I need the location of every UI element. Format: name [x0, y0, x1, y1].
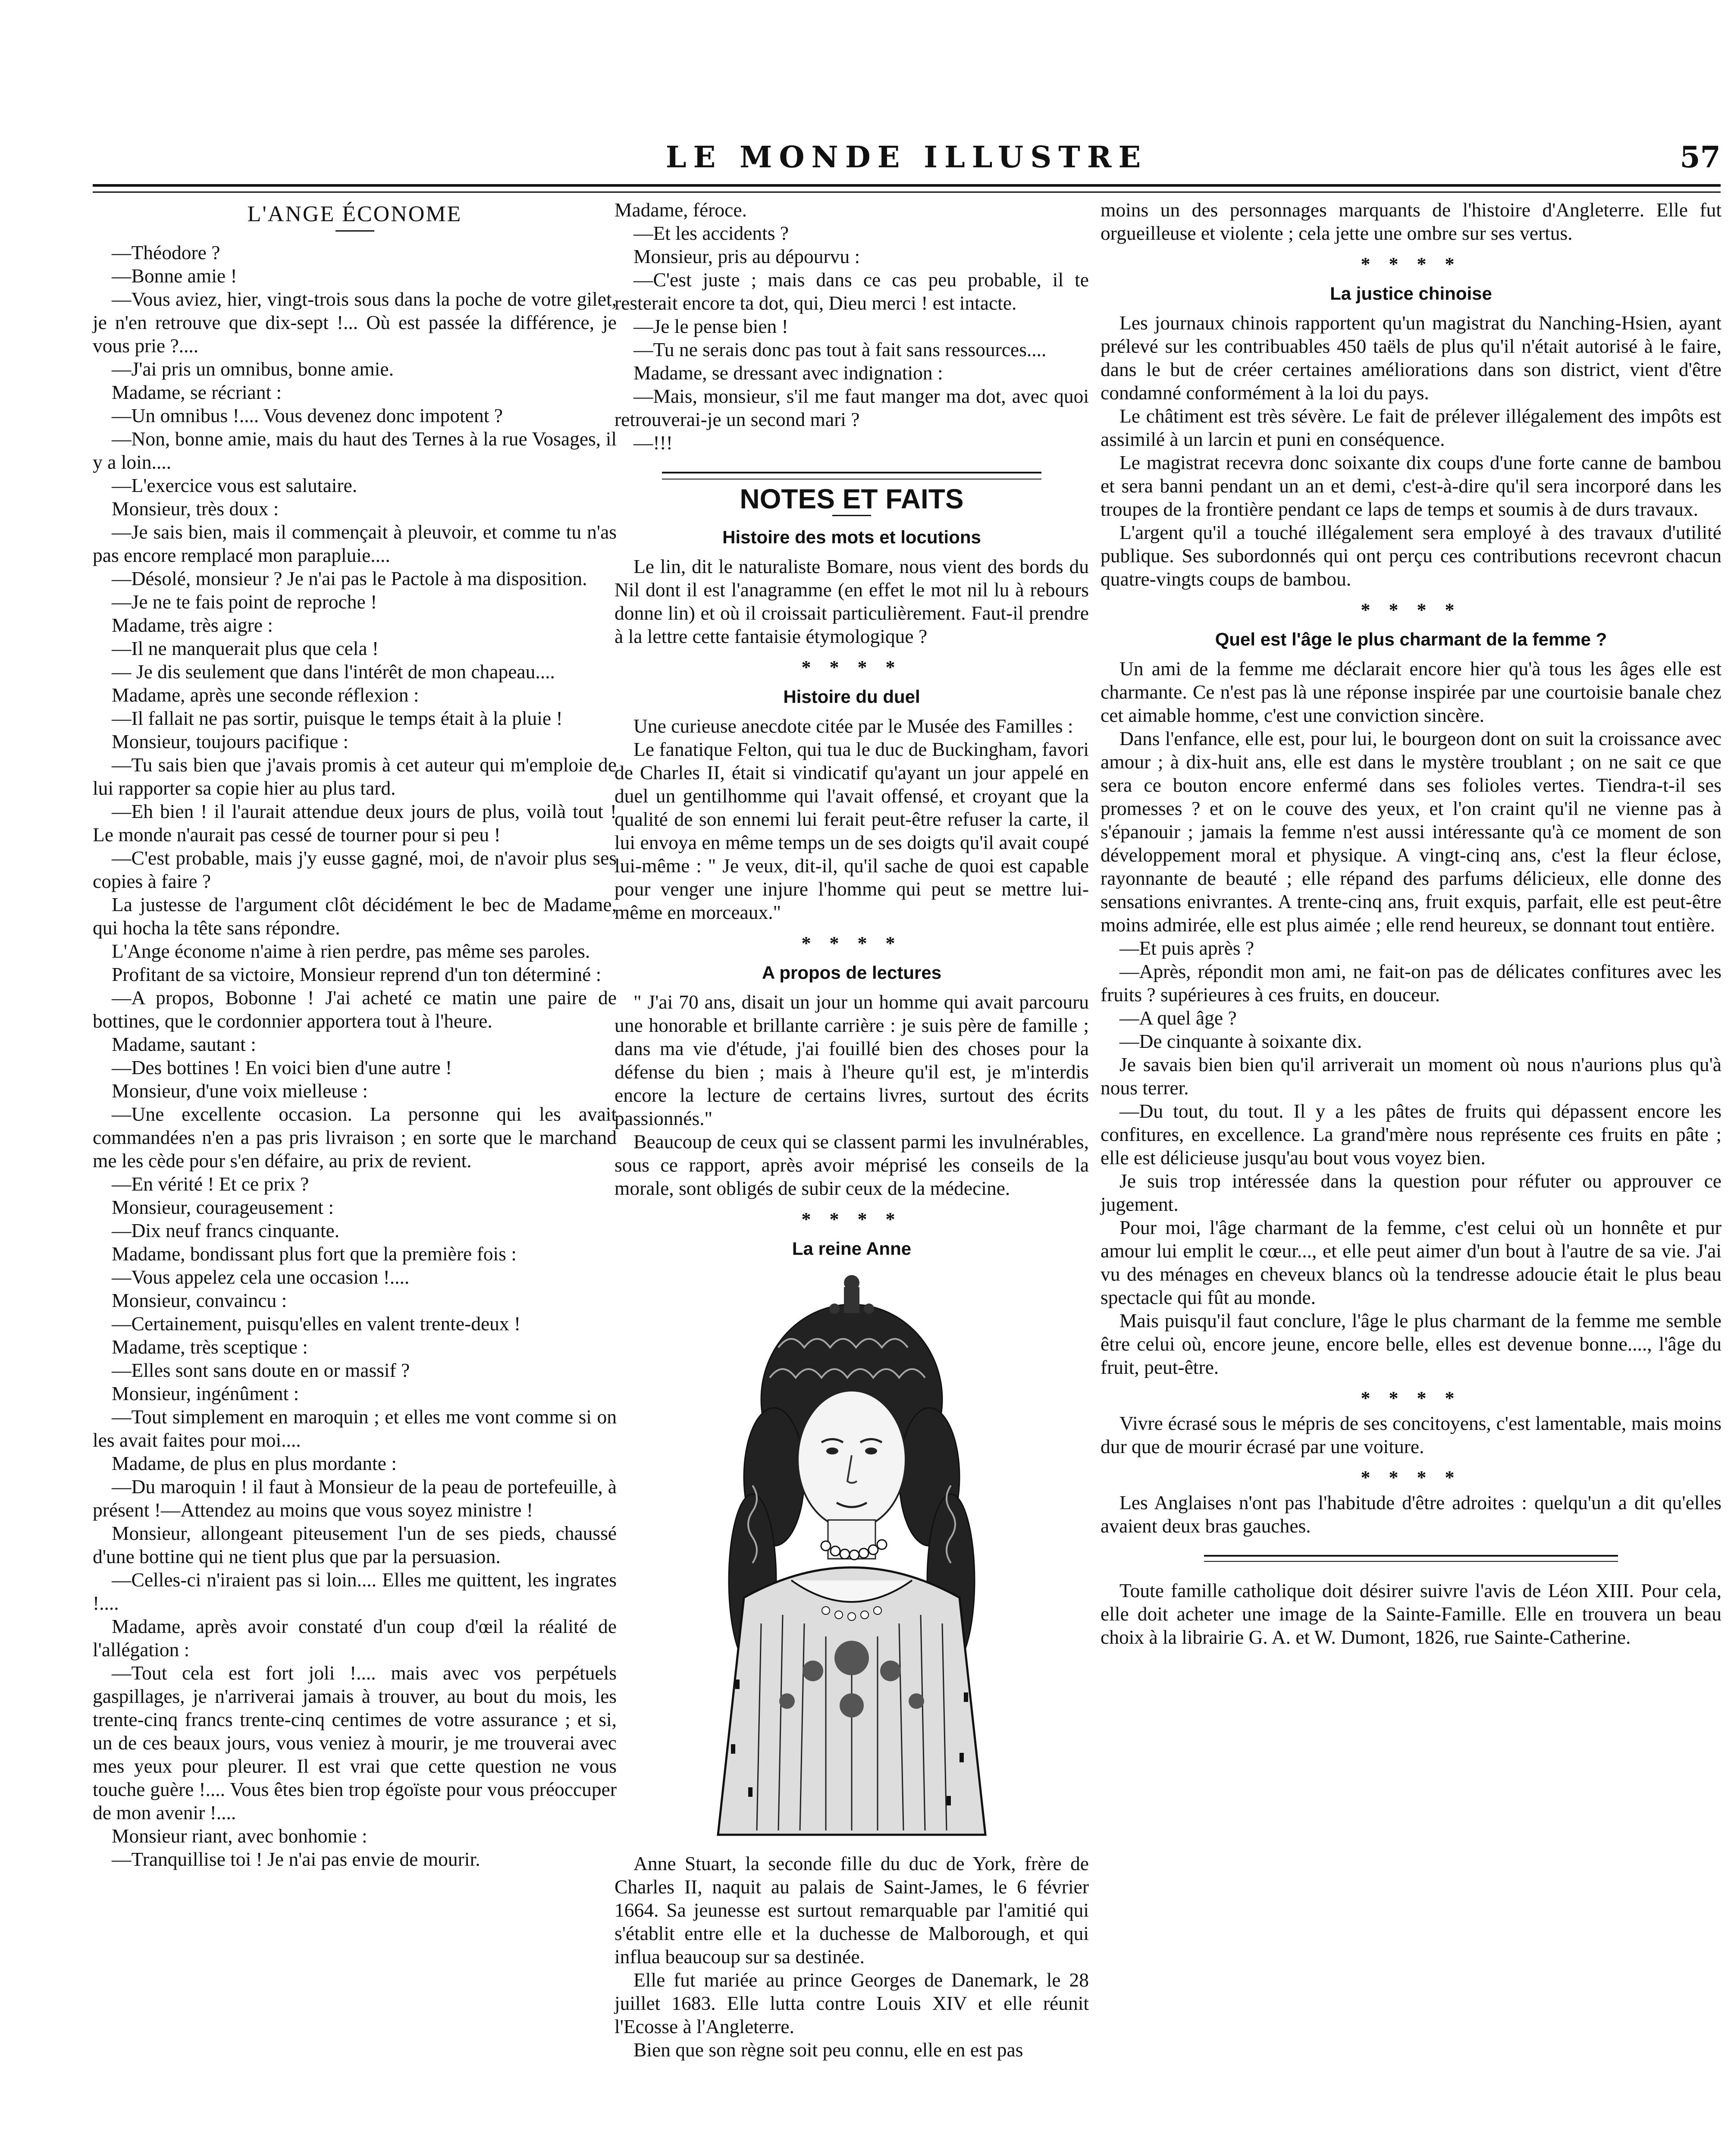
paragraph: Vivre écrasé sous le mépris de ses concitoyens, c'est lamentable, mais moins dur que de mourir écrasé par une voiture. [1101, 1412, 1721, 1457]
paragraph: Je savais bien bien qu'il arriverait un moment où nous n'aurions plus qu'à nous terrer. [1101, 1053, 1721, 1099]
paragraph: —Je sais bien, mais il commençait à pleuvoir, et comme tu n'as pas encore remplacé mon parapluie.... [93, 521, 617, 566]
paragraph: Bien que son règne soit peu connu, elle en est pas [633, 2039, 1023, 2061]
paragraph: —Celles-ci n'iraient pas si loin.... Elles me quittent, les ingrates !.... [93, 1569, 617, 1614]
paragraph: La justesse de l'argument clôt décidément le bec de Madame, qui hocha la tête sans répondre. [93, 893, 617, 939]
section-title: NOTES ET FAITS [740, 483, 964, 514]
paragraph: Mais puisqu'il faut conclure, l'âge le plus charmant de la femme me semble être celui où, encore jeune, encore belle, elles est devenue bonne...., l'âge du fruit, peut-être. [1101, 1310, 1721, 1378]
paragraph: —A quel âge ? [1119, 1007, 1237, 1029]
header-rule [93, 184, 1721, 187]
paragraph: Un ami de la femme me déclarait encore hier qu'à tous les âges elle est charmante. Ce n'est pas là une réponse inspirée par une courtoisie banale chez cet aimable homme, c'est une conviction sincère. [1101, 658, 1721, 726]
page-number: 57 [1680, 140, 1721, 175]
paragraph: Une curieuse anecdote citée par le Musée des Familles : [633, 715, 1073, 737]
paragraph: —Tu ne serais donc pas tout à fait sans ressources.... [633, 338, 1047, 360]
subheading-mots: Histoire des mots et locutions [722, 527, 981, 547]
paragraph: Anne Stuart, la seconde fille du duc de York, frère de Charles II, naquit au palais de Saint-James, le 6 février 1664. Sa jeunesse est surtout remarquable par l'amitié qui s'établit entre elle et la duchesse de Malborough, et qui influa beaucoup sur sa destinée. [615, 1852, 1089, 1968]
paragraph: Beaucoup de ceux qui se classent parmi les invulnérables, sous ce rapport, après avoir méprisé les conseils de la morale, sont obligés de subir ceux de la médecine. [615, 1131, 1089, 1199]
paragraph: —!!! [633, 432, 673, 454]
paragraph: —A propos, Bobonne ! J'ai acheté ce matin une paire de bottines, que le cordonnier apportera tout à l'heure. [93, 987, 617, 1032]
paragraph: — Je dis seulement que dans l'intérêt de mon chapeau.... [112, 661, 555, 683]
paragraph: —Tout simplement en maroquin ; et elles me vont comme si on les avait faites pour moi.... [93, 1406, 617, 1451]
subheading-lectures: A propos de lectures [762, 962, 942, 983]
paragraph: —Eh bien ! il l'aurait attendue deux jours de plus, voilà tout ! Le monde n'aurait pas cessé de tourner pour si peu ! [93, 800, 617, 846]
separator-stars: * * * * [801, 933, 902, 954]
paragraph: Le lin, dit le naturaliste Bomare, nous vient des bords du Nil dont il est l'anagramme (en effet le mot nil lu à rebours donne lin) et où il croissait particulièrement. Faut-il prendre à la lettre cette fantaisie étymologique ? [615, 555, 1089, 647]
paragraph: Monsieur riant, avec bonhomie : [112, 1825, 367, 1847]
separator-stars: * * * * [1361, 599, 1461, 620]
paragraph: Les journaux chinois rapportent qu'un magistrat du Nanching-Hsien, ayant prélevé sur les contribuables 450 taëls de plus qu'il n'était autorisé à le faire, dans le but de créer certaines améliorations dans son district, vient d'être condamné conformément à la loi du pays. [1101, 312, 1721, 404]
paragraph: —Mais, monsieur, s'il me faut manger ma dot, avec quoi retrouverai-je un second mari ? [615, 385, 1089, 430]
paragraph: —Il ne manquerait plus que cela ! [112, 637, 379, 659]
subheading-justice-chinoise: La justice chinoise [1330, 283, 1492, 304]
paragraph: Monsieur, ingénûment : [112, 1382, 299, 1404]
paragraph: —En vérité ! Et ce prix ? [112, 1173, 309, 1195]
paragraph: —L'exercice vous est salutaire. [112, 474, 357, 496]
header-rule-thin [93, 191, 1721, 193]
paragraph: —Vous aviez, hier, vingt-trois sous dans la poche de votre gilet, je n'en retrouve que dix-sept !... Où est passée la différence, je vous prie ?.... [93, 288, 617, 357]
story-title: L'ANGE ÉCONOME [247, 202, 462, 226]
masthead: LE MONDE ILLUSTRE [665, 140, 1148, 175]
paragraph: —Une excellente occasion. La personne qui les avait commandées n'en a pas pris livraison ; en sorte que le marchand me les cède pour s'en défaire, au prix de revient. [93, 1103, 617, 1172]
paragraph: —Et puis après ? [1119, 937, 1254, 959]
paragraph: —Et les accidents ? [633, 222, 789, 244]
paragraph: Le magistrat recevra donc soixante dix coups d'une forte canne de bambou et sera banni pendant un an et demi, c'est-à-dire qu'il sera incorporé dans les troupes de la frontière pendant ce laps de temps et soumis à de durs travaux. [1101, 451, 1721, 520]
portrait-queen-anne-engraving [684, 1270, 1020, 1843]
separator-stars: * * * * [801, 657, 902, 678]
section-title-rule [832, 515, 871, 516]
paragraph: Madame, après avoir constaté d'un coup d'œil la réalité de l'allégation : [93, 1615, 617, 1661]
separator-stars: * * * * [801, 1209, 902, 1230]
paragraph: Le fanatique Felton, qui tua le duc de Buckingham, favori de Charles II, était si vindicatif qu'ayant un jour appelé en duel un gentilhomme qui l'avait offensé, et croyant que la qualité de son ennemi lui ferait peut-être refuser la carte, il lui envoya en même temps un de ses doigts qu'il avait coupé lui-même : " Je veux, dit-il, qu'il sache de quoi est capable pour venger une injure l'homme qui peut se mettre lui-même en morceaux." [615, 738, 1089, 923]
paragraph: Profitant de sa victoire, Monsieur reprend d'un ton déterminé : [112, 963, 602, 985]
paragraph: Toute famille catholique doit désirer suivre l'avis de Léon XIII. Pour cela, elle doit acheter une image de la Sainte-Famille. Elle en trouvera un beau choix à la librairie G. A. et W. Dumont, 1826, rue Sainte-Catherine. [1101, 1579, 1721, 1648]
paragraph: Monsieur, pris au dépourvu : [633, 245, 860, 267]
paragraph: Monsieur, d'une voix mielleuse : [112, 1080, 368, 1102]
paragraph: —Théodore ? [112, 241, 220, 263]
paragraph: —Des bottines ! En voici bien d'une autre ! [112, 1056, 452, 1078]
duel-body [615, 714, 1089, 924]
paragraph: Elle fut mariée au prince Georges de Danemark, le 28 juillet 1683. Elle lutta contre Louis XIV et elle réunit l'Ecosse à l'Angleterre. [615, 1969, 1089, 2037]
paragraph: —De cinquante à soixante dix. [1119, 1030, 1362, 1052]
paragraph: Madame, se récriant : [112, 381, 282, 403]
paragraph: —Désolé, monsieur ? Je n'ai pas le Pactole à ma disposition. [112, 567, 587, 589]
age-femme-body [1101, 657, 1721, 1379]
paragraph: Monsieur, allongeant piteusement l'un de ses pieds, chaussé d'une bottine qui ne tient plus que par la persuasion. [93, 1522, 617, 1567]
paragraph: Monsieur, très doux : [112, 498, 279, 520]
story-body [93, 241, 617, 1871]
paragraph: Monsieur, courageusement : [112, 1196, 334, 1218]
subheading-duel: Histoire du duel [783, 686, 920, 707]
paragraph: Madame, se dressant avec indignation : [633, 362, 943, 384]
paragraph: moins un des personnages marquants de l'histoire d'Angleterre. Elle fut orgueilleuse et violente ; cela jette une ombre sur ses vertus. [1101, 199, 1721, 244]
paragraph: " J'ai 70 ans, disait un jour un homme qui avait parcouru une honorable et brillante carrière : je suis père de famille ; dans ma vie d'étude, j'ai fouillé bien des choses pour la défense du bien ; mais à l'heure qu'il est, je m'interdis encore la lecture de certains livres, surtout des écrits passionnés." [615, 991, 1089, 1129]
paragraph: —J'ai pris un omnibus, bonne amie. [112, 358, 394, 380]
paragraph: Pour moi, l'âge charmant de la femme, c'est celui où un honnête et pur amour lui emplit le cœur..., et elle peut aimer d'un bout à l'autre de sa vie. J'ai vu des ménages en cheveux blancs où la tendresse adoucie était le plus beau spectacle qui fût au monde. [1101, 1216, 1721, 1308]
paragraph: —C'est juste ; mais dans ce cas peu probable, il te resterait encore ta dot, qui, Dieu merci ! est intacte. [615, 269, 1089, 314]
paragraph: Les Anglaises n'ont pas l'habitude d'être adroites : quelqu'un a dit qu'elles avaient deux bras gauches. [1101, 1492, 1721, 1537]
paragraph: Madame, de plus en plus mordante : [112, 1452, 397, 1474]
column-1 [93, 198, 617, 1871]
paragraph: —Tout cela est fort joli !.... mais avec vos perpétuels gaspillages, je n'arriverai jamais à trouver, au bout du mois, les trente-cinq francs trente-cinq centimes de votre assurance ; et si, un de ces beaux jours, vous veniez à mourir, je me trouverai avec mes yeux pour pleurer. Il est vrai que cette question ne vous touche guère !.... Vous êtes bien trop égoïste pour vous préoccuper de mon avenir !.... [93, 1662, 617, 1824]
title-rule [336, 230, 374, 232]
paragraph: —Un omnibus !.... Vous devenez donc impotent ? [112, 404, 503, 426]
paragraph: L'Ange économe n'aime à rien perdre, pas même ses paroles. [112, 940, 590, 962]
paragraph: —Après, répondit mon ami, ne fait-on pas de délicates confitures avec les fruits ? supérieures à ces fruits, en douceur. [1101, 960, 1721, 1006]
paragraph: —Du maroquin ! il faut à Monsieur de la peau de portefeuille, à présent !—Attendez au moins que vous soyez ministre ! [93, 1476, 617, 1521]
paragraph: Dans l'enfance, elle est, pour lui, le bourgeon dont on suit la croissance avec amour ; à dix-huit ans, elle est dans le mystère troublant ; on ne sait ce que sera ce bouton encore enfermé dans ses folioles vertes. Tiendra-t-il ses promesses ? et on le couve des yeux, et l'on craint qu'il ne vienne pas à s'épanouir ; jamais la femme n'est aussi intéressante qu'à ce moment de son développement moral et physique. A vingt-cinq ans, c'est la fleur éclose, rayonnante de beauté ; elle répand des parfums délicieux, elle donne des sensations enivrantes. A trente-cinq ans, fruit exquis, parfait, elle est peut-être moins admirée, elle est plus aimée ; elle rend heureux, se donnant tout entière. [1101, 727, 1721, 936]
paragraph: Madame, très aigre : [112, 614, 273, 636]
section-rule [662, 472, 1041, 479]
paragraph: —Elles sont sans doute en or massif ? [112, 1359, 410, 1381]
paragraph: Madame, féroce. [615, 199, 747, 221]
column-2 [615, 198, 1089, 2062]
paragraph: —Je le pense bien ! [633, 315, 788, 337]
reine-anne-body [615, 1852, 1089, 2062]
paragraph: —Dix neuf francs cinquante. [112, 1219, 340, 1241]
separator-stars: * * * * [1361, 1388, 1461, 1409]
paragraph: —Tu sais bien que j'avais promis à cet auteur qui m'emploie de lui rapporter sa copie hier au plus tard. [93, 754, 617, 799]
paragraph: —Il fallait ne pas sortir, puisque le temps était à la pluie ! [112, 707, 563, 729]
paragraph: Le châtiment est très sévère. Le fait de prélever illégalement des impôts est assimilé à un larcin et puni en conséquence. [1101, 405, 1721, 450]
column-3 [1101, 198, 1721, 1649]
story-continuation [615, 198, 1089, 454]
paragraph: Madame, bondissant plus fort que la première fois : [112, 1243, 517, 1265]
lectures-body [615, 990, 1089, 1200]
paragraph: Madame, très sceptique : [112, 1336, 308, 1358]
paragraph: —Tranquillise toi ! Je n'ai pas envie de mourir. [112, 1848, 480, 1870]
paragraph: —Non, bonne amie, mais du haut des Ternes à la rue Vosages, il y a loin.... [93, 428, 617, 473]
separator-stars: * * * * [1361, 254, 1461, 275]
closing-rule [1204, 1555, 1618, 1562]
separator-stars: * * * * [1361, 1467, 1461, 1488]
page-header [93, 140, 1721, 188]
justice-body [1101, 311, 1721, 591]
paragraph: Je suis trop intéressée dans la question pour réfuter ou approuver ce jugement. [1101, 1170, 1721, 1215]
paragraph: —Certainement, puisqu'elles en valent trente-deux ! [112, 1313, 521, 1335]
subheading-reine-anne: La reine Anne [792, 1238, 912, 1259]
paragraph: —C'est probable, mais j'y eusse gagné, moi, de n'avoir plus ses copies à faire ? [93, 847, 617, 892]
paragraph: Monsieur, toujours pacifique : [112, 730, 349, 752]
paragraph: —Vous appelez cela une occasion !.... [112, 1266, 410, 1288]
paragraph: L'argent qu'il a touché illégalement sera employé à des travaux d'utilité publique. Ses subordonnés qui ont perçu ces contributions recevront chacun quatre-vingts coups de bambou. [1101, 521, 1721, 590]
paragraph: Madame, après une seconde réflexion : [112, 684, 419, 706]
subheading-age-femme: Quel est l'âge le plus charmant de la femme ? [1215, 629, 1607, 649]
paragraph: Monsieur, convaincu : [112, 1289, 287, 1311]
paragraph: —Du tout, du tout. Il y a les pâtes de fruits qui dépassent encore les confitures, en excellence. La grand'mère nous représente ces fruits en pâte ; elle est délicieuse jusqu'au bout vous voyez bien. [1101, 1100, 1721, 1169]
paragraph: Madame, sautant : [112, 1033, 256, 1055]
paragraph: —Bonne amie ! [112, 265, 237, 287]
paragraph: —Je ne te fais point de reproche ! [112, 591, 377, 613]
